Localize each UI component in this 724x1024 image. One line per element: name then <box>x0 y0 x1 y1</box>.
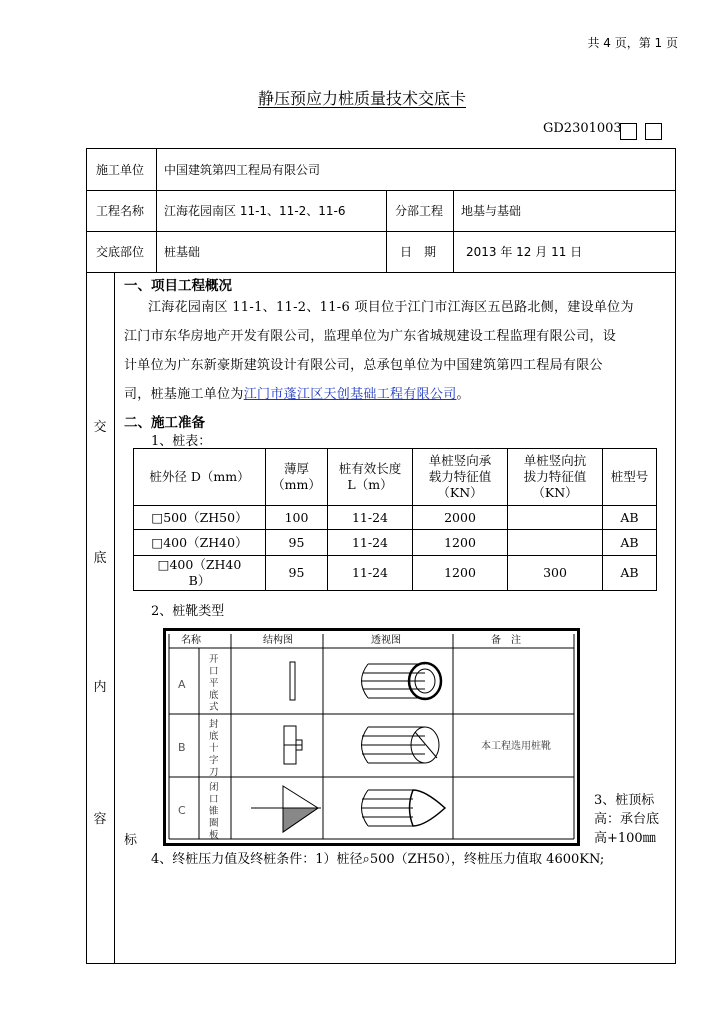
header-line: 拔力特征值 <box>523 469 587 484</box>
value-sub-project: 地基与基础 <box>461 204 522 218</box>
header-line: （KN） <box>532 485 578 500</box>
fig-name-b-char: 字 <box>209 755 219 766</box>
table-cell: AB <box>603 556 657 591</box>
document-title <box>0 86 724 109</box>
pile-table-header-cell <box>266 449 328 506</box>
table-cell: □400（ZH40） <box>134 530 266 556</box>
section1-line4-post: 。 <box>456 387 470 402</box>
label-project-name: 工程名称 <box>96 204 145 218</box>
header-line: L（m） <box>347 477 393 492</box>
table-cell: AB <box>603 506 657 530</box>
sub3-line: 高：承台底 <box>594 812 660 827</box>
page-number: 共 4 页，第 1 页 <box>587 36 678 50</box>
fig-row-b: B <box>178 741 186 754</box>
side-label-char-1: 交 <box>93 420 107 435</box>
pile-table-header-cell: 桩型号 <box>603 449 657 506</box>
pile-table-header-row <box>134 449 657 506</box>
header-line: 单桩竖向抗 <box>523 453 587 468</box>
title-part2: 桩 <box>337 89 354 108</box>
section2-sub3-tail: 标 <box>124 833 138 848</box>
fig-name-b-char: 底 <box>209 731 219 742</box>
table-cell <box>508 530 603 556</box>
fig-remark-text: 本工程选用桩靴 <box>481 741 551 752</box>
value-date: 2013 年 12 月 11 日 <box>466 245 583 259</box>
table-row <box>134 506 657 530</box>
checkbox-2[interactable] <box>645 123 662 140</box>
shoe-a-structure-icon <box>290 662 295 700</box>
fig-header-name: 名称 <box>181 635 201 646</box>
pile-table-header-cell <box>328 449 413 506</box>
pile-table-header-cell <box>413 449 508 506</box>
value-project-name: 江海花园南区 11-1、11-2、11-6 <box>164 204 346 218</box>
section1-line4 <box>124 380 674 409</box>
checkbox-1[interactable] <box>620 123 637 140</box>
fig-name-c-char: 板 <box>209 830 219 841</box>
table-cell: 11-24 <box>328 556 413 591</box>
table-cell: 95 <box>266 530 328 556</box>
header-line: （mm） <box>272 477 321 492</box>
fig-name-c-char: 圈 <box>209 818 219 829</box>
value-location: 桩基础 <box>164 245 201 259</box>
table-cell: 11-24 <box>328 506 413 530</box>
contractor-link[interactable]: 江门市蓬江区天创基础工程有限公司 <box>243 387 457 402</box>
fig-name-b-char: 十 <box>209 743 219 754</box>
fig-header-perspective: 透视图 <box>371 635 401 646</box>
value-construction-unit: 中国建筑第四工程局有限公司 <box>164 163 321 177</box>
table-cell: 11-24 <box>328 530 413 556</box>
table-cell: 100 <box>266 506 328 530</box>
table-cell: AB <box>603 530 657 556</box>
side-label-char-4: 容 <box>93 812 107 827</box>
side-label-char-2: 底 <box>93 551 107 566</box>
fig-name-b-char: 刀 <box>209 767 219 778</box>
fig-name-b-char: 封 <box>209 719 219 730</box>
section1-line3: 计单位为广东新豪斯建筑设计有限公司，总承包单位为中国建筑第四工程局有限公 <box>124 358 603 373</box>
table-cell <box>508 506 603 530</box>
sub3-line: 3、桩顶标 <box>594 793 655 808</box>
table-cell: 300 <box>508 556 603 591</box>
fig-name-a-char: 开 <box>209 654 219 665</box>
table-cell: 1200 <box>413 556 508 591</box>
section1-line1: 江海花园南区 11-1、11-2、11-6 项目位于江门市江海区五邑路北侧，建设单位为 <box>148 300 634 315</box>
fig-name-c-char: 锥 <box>209 806 219 817</box>
table-cell: 95 <box>266 556 328 591</box>
fig-name-a-char: 底 <box>209 690 219 701</box>
header-line: 单桩竖向承 <box>428 453 492 468</box>
section2-sub3 <box>594 791 659 848</box>
pile-table-header-cell: 桩外径 D（mm） <box>134 449 266 506</box>
table-row <box>134 530 657 556</box>
table-cell: □500（ZH50） <box>134 506 266 530</box>
header-line: 载力特征值 <box>428 469 492 484</box>
title-part3: 质量技术交底卡 <box>354 89 467 108</box>
fig-row-a: A <box>178 678 186 691</box>
section2-sub4: 4、终桩压力值及终桩条件：1）桩径⌕500（ZH50），终桩压力值取 4600KN; <box>151 852 605 867</box>
fig-row-c: C <box>178 804 186 817</box>
pile-table <box>133 448 657 591</box>
section1-line2: 江门市东华房地产开发有限公司，监理单位为广东省城规建设工程监理有限公司，设 <box>124 329 617 344</box>
cell-line: B） <box>188 573 211 588</box>
table-cell: 2000 <box>413 506 508 530</box>
header-line: 桩有效长度 <box>338 461 402 476</box>
section2-sub2: 2、桩靴类型 <box>151 604 225 619</box>
label-date: 日 期 <box>400 245 437 259</box>
section1-title: 一、项目工程概况 <box>124 278 232 294</box>
label-construction-unit: 施工单位 <box>96 163 145 177</box>
table-row <box>134 556 657 591</box>
sub3-line: 高+100㎜ <box>594 831 656 846</box>
fig-name-a-char: 口 <box>209 666 219 677</box>
fig-name-c-char: 口 <box>209 794 219 805</box>
label-sub-project: 分部工程 <box>395 204 444 218</box>
side-label-char-3: 内 <box>93 680 107 695</box>
fig-header-structure: 结构图 <box>263 635 293 646</box>
header-line: 薄厚 <box>283 461 309 476</box>
cell-line: □400（ZH40 <box>157 557 242 572</box>
fig-name-a-char: 平 <box>209 678 219 689</box>
title-part1: 静压预应力 <box>257 89 338 108</box>
header-line: （KN） <box>437 485 483 500</box>
fig-name-a-char: 式 <box>209 702 219 713</box>
document-code: GD2301003 <box>543 121 622 136</box>
section2-sub1: 1、桩表： <box>151 434 212 449</box>
pile-shoe-figure <box>163 628 580 846</box>
label-location: 交底部位 <box>96 245 145 259</box>
fig-header-remark: 备 注 <box>491 635 521 646</box>
table-cell <box>134 556 266 591</box>
table-cell: 1200 <box>413 530 508 556</box>
section2-title: 二、施工准备 <box>124 415 205 431</box>
section1-line4-pre: 司，桩基施工单位为 <box>124 387 244 402</box>
pile-table-header-cell <box>508 449 603 506</box>
fig-name-c-char: 闭 <box>209 782 219 793</box>
